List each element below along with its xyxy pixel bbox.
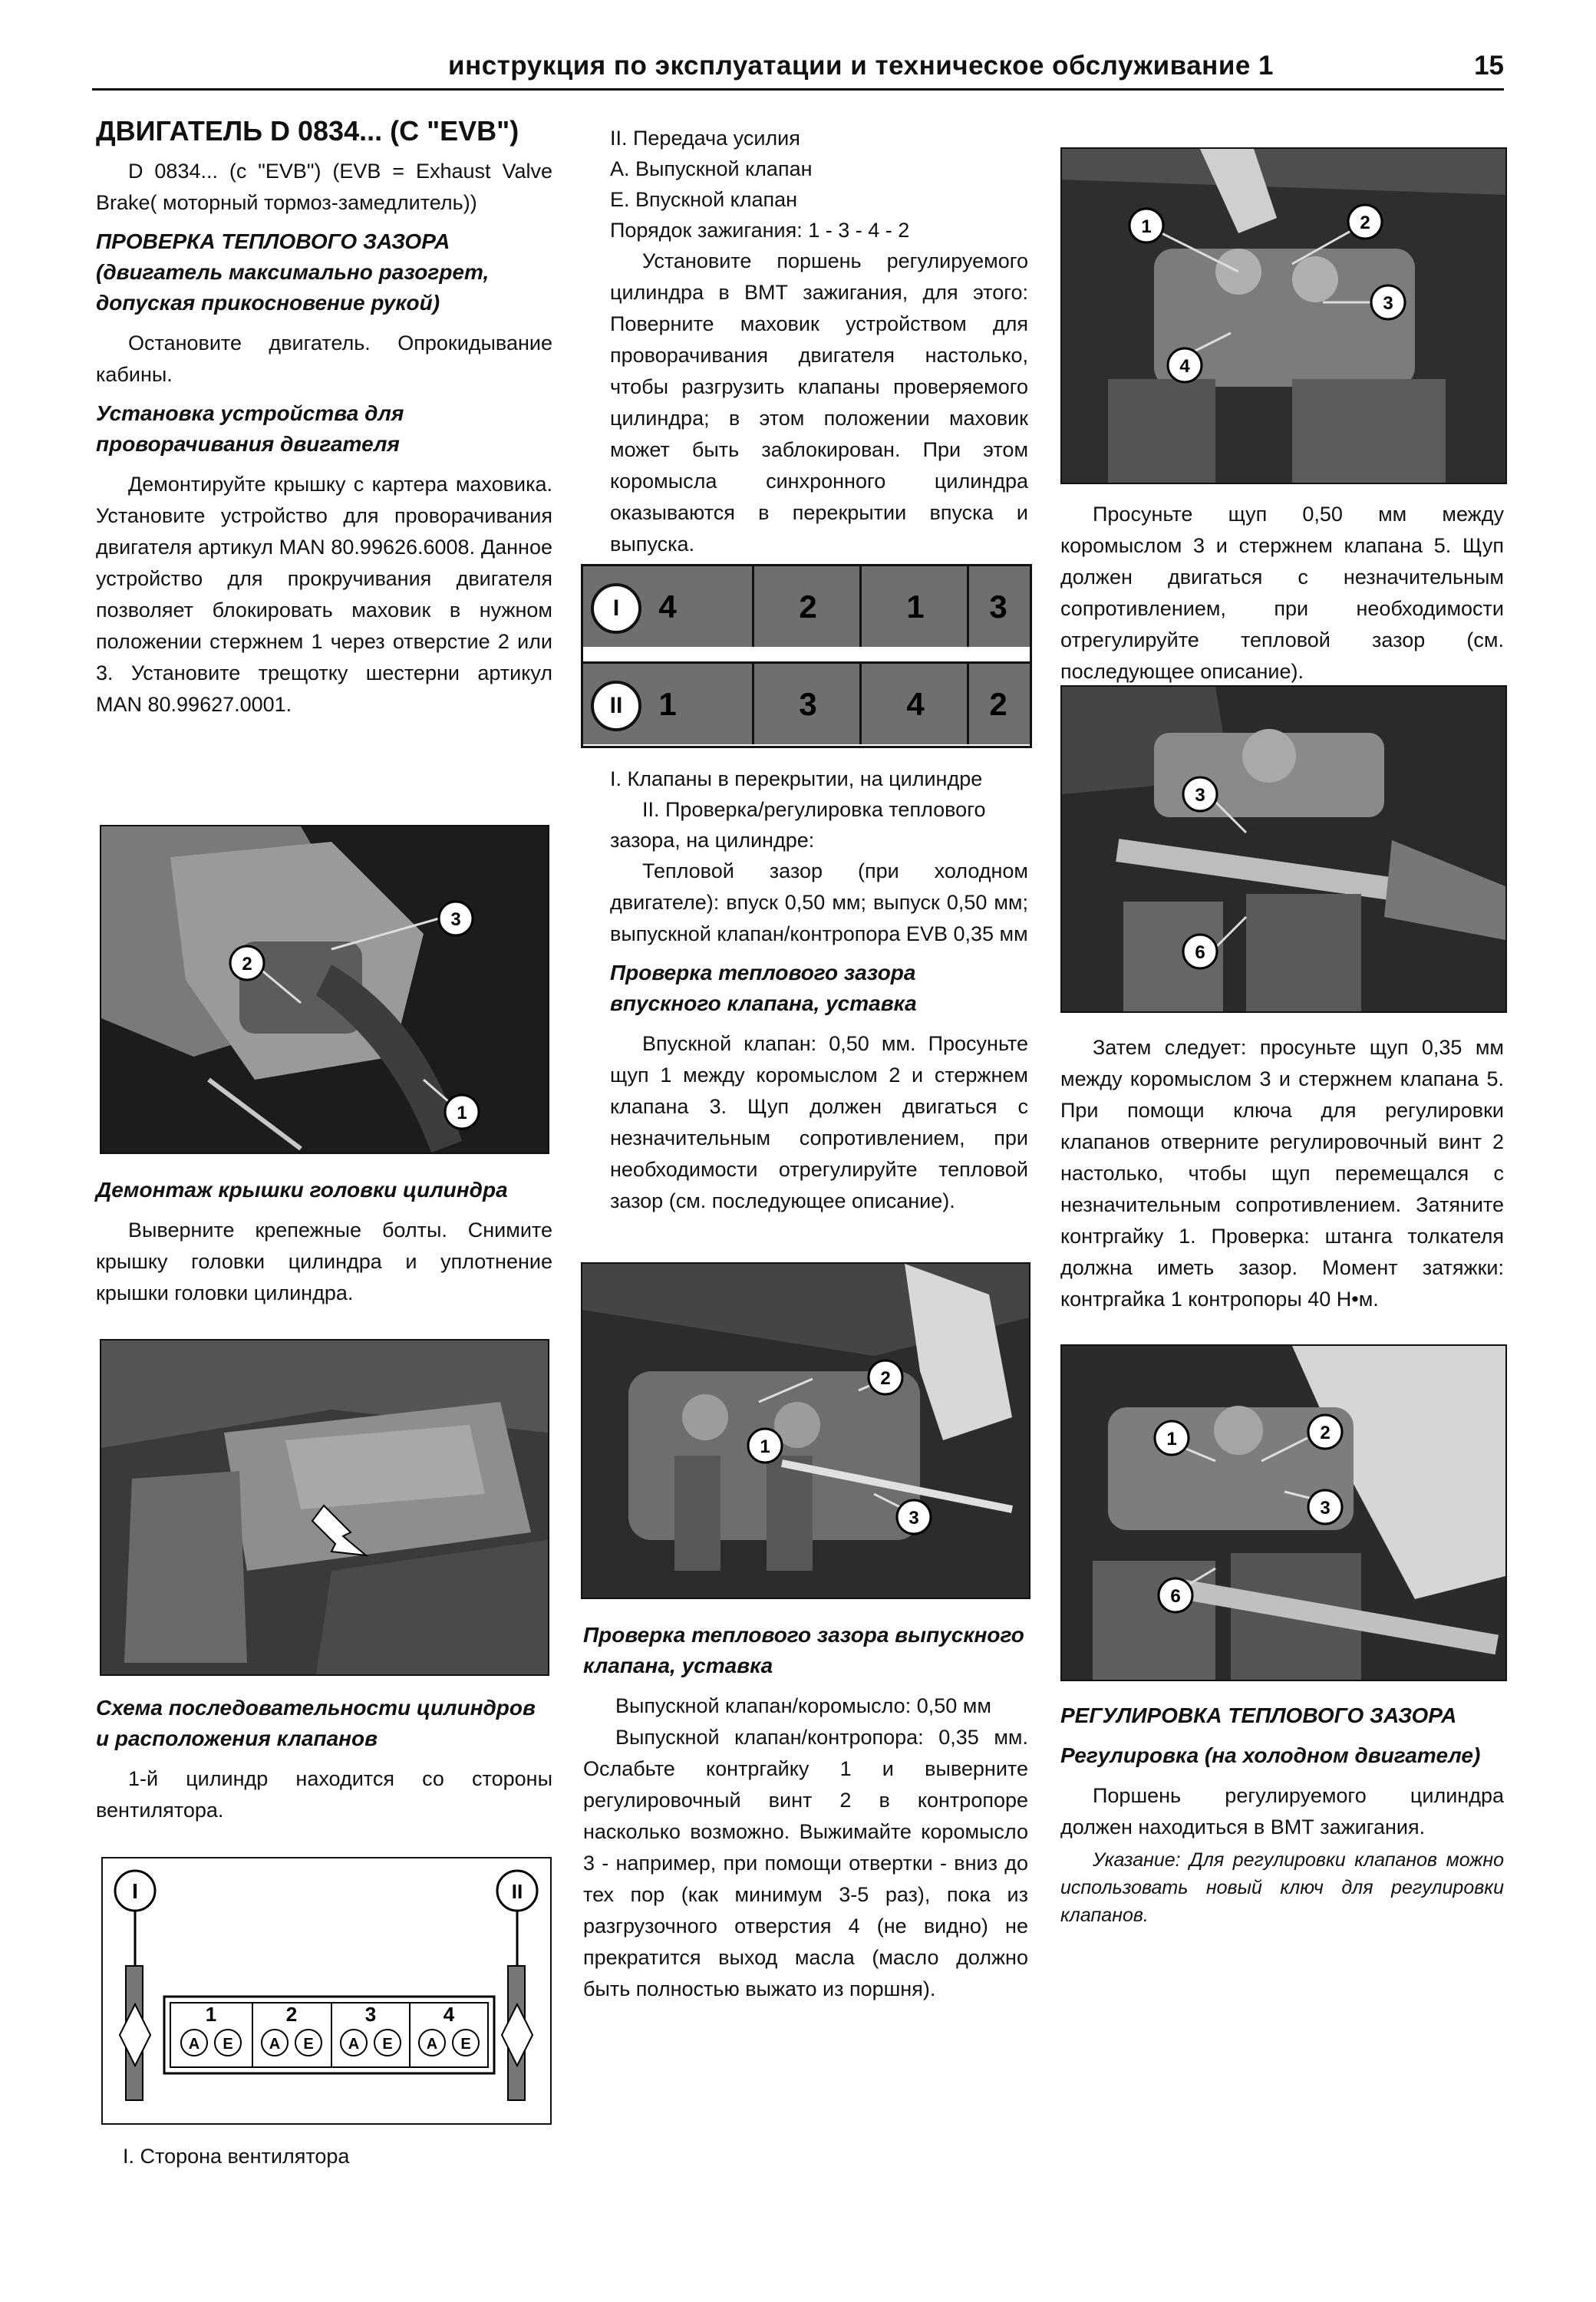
rocker-photo-1-art [1062, 149, 1505, 483]
valve-a-4: A [426, 2036, 438, 2053]
table-cell: 4 [859, 664, 969, 744]
right-column-bottom [1060, 1696, 1504, 1937]
callout-1: 1 [1141, 216, 1152, 237]
table-cell: 1 [859, 566, 969, 647]
intro-paragraph-mid: Установите поршень регулируемого цилиндра в ВМТ зажигания, для этого: Поверните маховик устройством для проворачивания двигателя настолько, чтобы разгрузить клапаны проверяемого цилиндра; в этом положении маховик может быть заблокирован. При этом коромысла синхронного цилиндра оказываются в перекрытии впуска и выпуска. [610, 249, 1028, 556]
header-rule [92, 88, 1504, 91]
check-paragraph: Остановите двигатель. Опрокидывание кабины. [96, 331, 552, 386]
valve-e-2: E [303, 2036, 314, 2053]
legend-line-1: II. Передача усилия [610, 127, 800, 150]
legend-line-4: Порядок зажигания: 1 - 3 - 4 - 2 [610, 219, 910, 242]
cylinder-number-3: 3 [364, 2003, 377, 2026]
exhaust-paragraph-2: Выпускной клапан/контропора: 0,35 мм. Ослабьте контргайку 1 и выверните регулировочный винт 2 в контропоре насколько возможно. Выжимайте коромысло 3 - например, при помощи отвертки - вниз до тех пор (как минимум 3-5 раз), пока из разгрузочного отверстия 4 (не видно) не прекратится выход масла (масло должно быть полностью выжато из поршня). [583, 1726, 1028, 2000]
valve-a-3: A [348, 2036, 360, 2053]
side-label-I: I [132, 1879, 138, 1903]
adjust-subheading: Регулировка (на холодном двигателе) [1060, 1743, 1481, 1767]
cylinder-number-1: 1 [205, 2003, 217, 2026]
adjust-note: Указание: Для регулировки клапанов можно использовать новый ключ для регулировки клапанов. [1060, 1849, 1504, 1926]
diagram-caption-wrap [123, 2141, 552, 2179]
valve-a-2: A [269, 2036, 281, 2053]
right-column-text1 [1060, 499, 1504, 695]
table-cell: 1 [658, 685, 677, 722]
table-row-1 [583, 566, 1030, 647]
cylinder-scheme-diagram [101, 1857, 552, 2125]
callout-2: 2 [242, 954, 252, 975]
table-cell: 3 [967, 566, 1027, 647]
section-heading: ДВИГАТЕЛЬ D 0834... (С "EVB") [96, 115, 519, 147]
valve-e-3: E [382, 2036, 393, 2053]
valve-a-1: A [188, 2036, 200, 2053]
callout-3: 3 [450, 909, 461, 930]
middle-column-top [610, 123, 1028, 568]
callout-2: 2 [880, 1368, 891, 1389]
intake-valve-photo [581, 1262, 1030, 1599]
callout-1: 1 [760, 1436, 770, 1457]
callout-6: 6 [1195, 942, 1205, 963]
cylinder-number-2: 2 [285, 2003, 298, 2026]
legend-line-2: A. Выпускной клапан [610, 157, 813, 180]
table-cell: 2 [752, 566, 862, 647]
cylinder-head-photo [100, 1339, 549, 1676]
callout-6: 6 [1170, 1586, 1181, 1607]
adjust-paragraph: Поршень регулируемого цилиндра должен находиться в ВМТ зажигания. [1060, 1784, 1504, 1839]
callout-2: 2 [1360, 213, 1370, 233]
legend-line-3: E. Впускной клапан [610, 188, 798, 211]
right-paragraph-2: Затем следует: просуньте щуп 0,35 мм между коромыслом 3 и стержнем клапана 5. При помощи ключа для регулировки клапанов отверните регулировочный винт 2 настолько, чтобы щуп перемещался с незначительным сопротивлением. Затяните контргайку 1. Проверка: штанга толкателя должна иметь зазор. Момент затяжки: контргайка 1 контропоры 40 Н•м. [1060, 1036, 1504, 1311]
row-label-II: II [591, 681, 641, 731]
cylinder-scheme-svg [103, 1858, 550, 2123]
flywheel-photo-art [101, 826, 548, 1153]
table-cell: 2 [967, 664, 1027, 744]
device-heading: Установка устройства для проворачивания двигателя [96, 401, 404, 456]
device-paragraph: Демонтируйте крышку с картера маховика. Установите устройство для проворачивания двигателя артикул MAN 80.99626.6008. Данное устройство для прокручивания двигателя позволяет блокировать маховик в нужном положении стержнем 1 через отверстие 2 или 3. Установите трещотку шестерни артикул MAN 80.99627.0001. [96, 473, 552, 716]
running-header: инструкция по эксплуатации и техническое обслуживание 1 [448, 51, 1274, 81]
cylinder-head-photo-art [101, 1341, 548, 1674]
page-number: 15 [1474, 51, 1504, 81]
valve-e-1: E [223, 2036, 233, 2053]
intake-caption: Проверка теплового зазора впускного клапана, уставка [610, 961, 917, 1015]
valve-e-4: E [460, 2036, 471, 2053]
cover-caption: Демонтаж крышки головки цилиндра [96, 1178, 508, 1202]
table-note-2: II. Проверка/регулировка теплового зазора, на цилиндре: [610, 798, 986, 852]
callout-2: 2 [1320, 1423, 1331, 1443]
exhaust-paragraph-1: Выпускной клапан/коромысло: 0,50 мм [615, 1694, 991, 1717]
scheme-paragraph: 1-й цилиндр находится со стороны вентилятора. [96, 1767, 552, 1822]
exhaust-caption: Проверка теплового зазора выпускного клапана, уставка [583, 1623, 1024, 1677]
right-column-text2 [1060, 1032, 1504, 1323]
rocker-photo-3-art [1062, 1346, 1505, 1680]
callout-1: 1 [1166, 1429, 1177, 1449]
table-cell: 3 [752, 664, 862, 744]
callout-3: 3 [1320, 1498, 1331, 1519]
intake-valve-photo-art [582, 1264, 1029, 1598]
rocker-photo-2-art [1062, 687, 1505, 1011]
left-column-bottom [96, 1688, 552, 1834]
check-heading: ПРОВЕРКА ТЕПЛОВОГО ЗАЗОРА (двигатель максимально разогрет, допуская прикосновение рукой) [96, 229, 490, 315]
rocker-photo-3 [1060, 1344, 1507, 1681]
table-cell: 4 [658, 588, 677, 625]
table-row-2 [583, 661, 1030, 744]
scheme-caption: Схема последовательности цилиндров и расположения клапанов [96, 1696, 536, 1750]
row-label-I: I [591, 583, 641, 634]
right-paragraph-1: Просуньте щуп 0,50 мм между коромыслом 3 и стержнем клапана 5. Щуп должен двигаться с незначительным сопротивлением, при необходимости отрегулируйте тепловой зазор (см. последующее описание). [1060, 503, 1504, 683]
cover-paragraph: Выверните крепежные болты. Снимите крышку головки цилиндра и уплотнение крышки головки цилиндра. [96, 1219, 552, 1304]
side-label-II: II [511, 1880, 523, 1903]
rocker-photo-1 [1060, 147, 1507, 484]
callout-1: 1 [457, 1103, 467, 1123]
flywheel-photo [100, 825, 549, 1154]
firing-order-table [581, 564, 1032, 748]
intro-paragraph: D 0834... (с "EVB") (EVB = Exhaust Valve Brake( моторный тормоз-замедлитель)) [96, 160, 552, 214]
adjust-heading: РЕГУЛИРОВКА ТЕПЛОВОГО ЗАЗОРА [1060, 1703, 1457, 1727]
intake-paragraph: Впускной клапан: 0,50 мм. Просуньте щуп 1 между коромыслом 2 и стержнем клапана 3. Щуп должен двигаться с незначительным сопротивлением, при необходимости отрегулируйте тепловой зазор (см. последующее описание). [610, 1032, 1028, 1212]
left-column-mid [96, 1170, 552, 1317]
middle-column-bottom [583, 1615, 1028, 2013]
cylinder-number-4: 4 [443, 2003, 455, 2026]
left-column-top [96, 115, 552, 728]
callout-3: 3 [908, 1508, 919, 1529]
callout-3: 3 [1195, 785, 1205, 806]
middle-column-mid [610, 763, 1028, 1225]
diagram-caption: I. Сторона вентилятора [123, 2145, 350, 2168]
clearance-paragraph: Тепловой зазор (при холодном двигателе): впуск 0,50 мм; выпуск 0,50 мм; выпускной клапан/контропора EVB 0,35 мм [610, 859, 1028, 945]
rocker-photo-2 [1060, 685, 1507, 1013]
callout-3: 3 [1383, 293, 1393, 314]
table-note-1: I. Клапаны в перекрытии, на цилиндре [610, 767, 983, 790]
callout-4: 4 [1179, 356, 1190, 377]
